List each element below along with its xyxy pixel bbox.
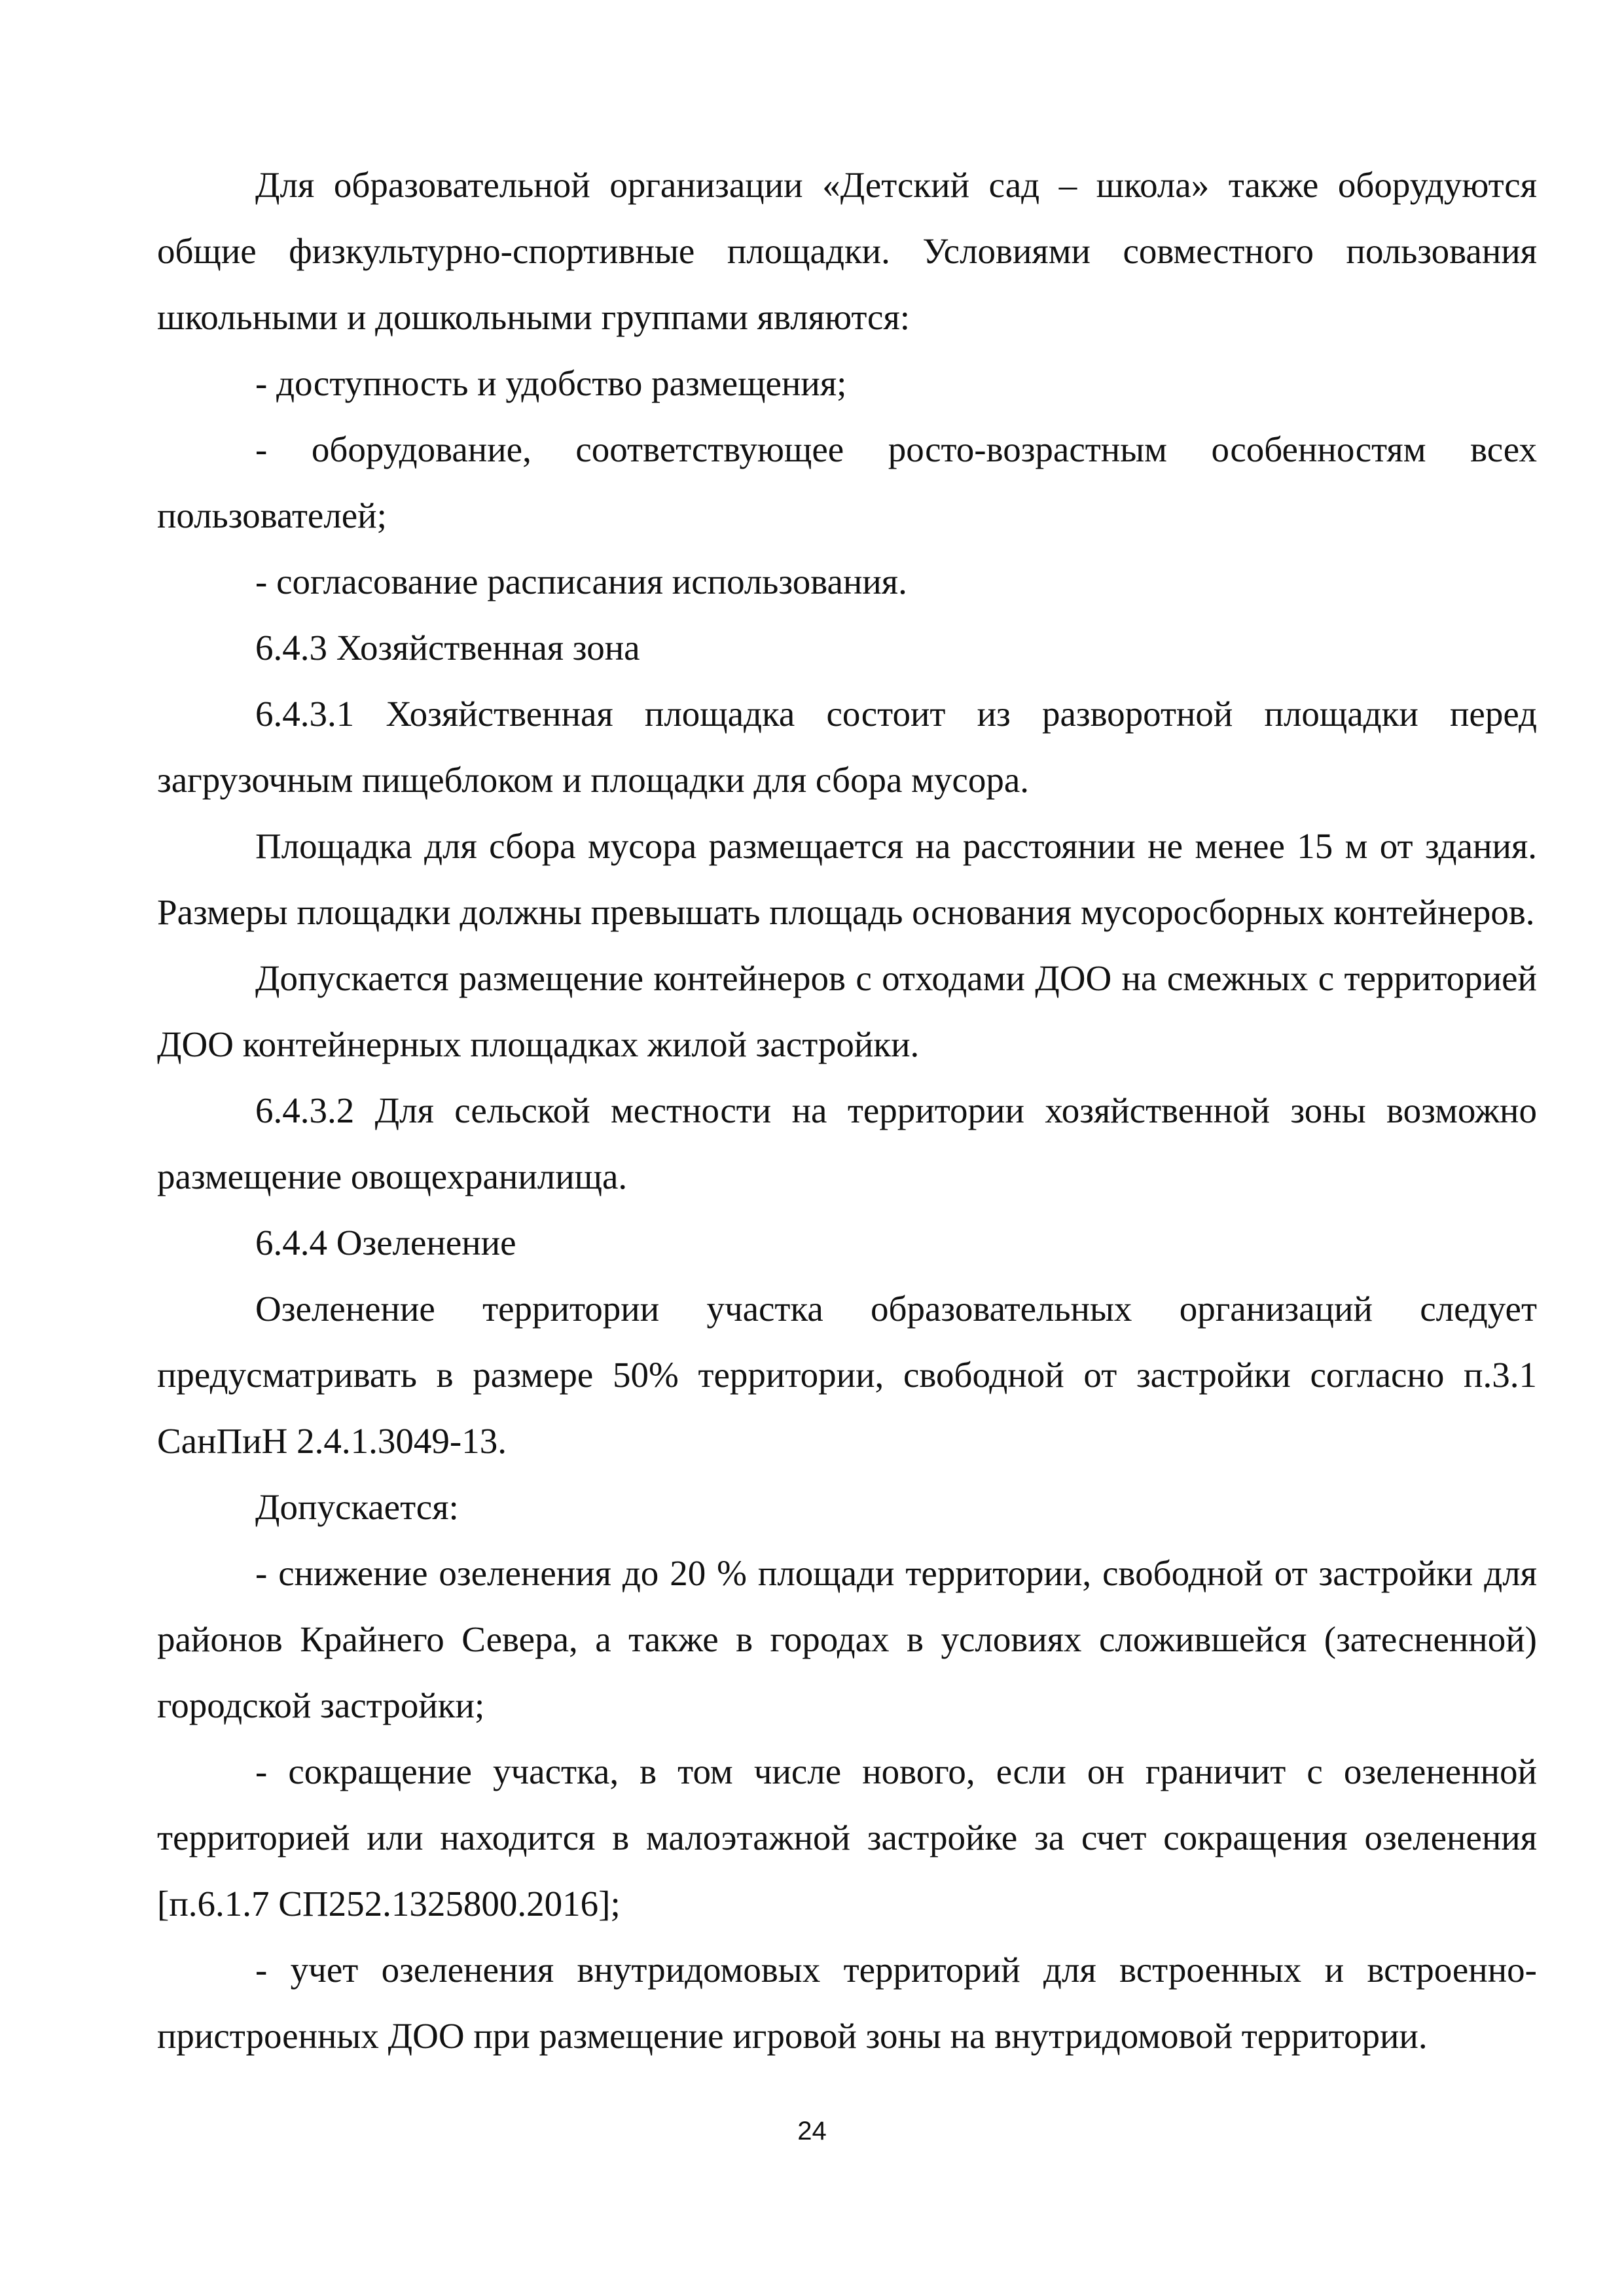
section-heading-6-4-3: 6.4.3 Хозяйственная зона [255, 628, 640, 668]
paragraph-allowed: Допускается: [255, 1487, 459, 1527]
paragraph-waste-area: Площадка для сбора мусора размещается на расстоянии не менее 15 м от здания. Размеры площадки должны превышать площадь основания мусоросборных контейнеров. [157, 826, 1537, 932]
paragraph-landscaping: Озеленение территории участка образовательных организаций следует предусматривать в размере 50% территории, свободной от застройки согласно п.3.1 СанПиН 2.4.1.3049-13. [157, 1289, 1537, 1461]
list-item-courtyard: - учет озеленения внутридомовых территорий для встроенных и встроенно-пристроенных ДОО при размещение игровой зоны на внутридомовой территории. [157, 1950, 1537, 2056]
paragraph-intro: Для образовательной организации «Детский сад – школа» также оборудуются общие физкультурно-спортивные площадки. Условиями совместного пользования школьными и дошкольными группами являются: [157, 165, 1537, 337]
section-heading-6-4-4: 6.4.4 Озеленение [255, 1223, 516, 1263]
paragraph-containers: Допускается размещение контейнеров с отходами ДОО на смежных с территорией ДОО контейнерных площадках жилой застройки. [157, 958, 1537, 1064]
list-item-site-reduction: - сокращение участка, в том числе нового, если он граничит с озелененной территорией или находится в малоэтажной застройке за счет сокращения озеленения [п.6.1.7 СП252.1325800.2016]; [157, 1751, 1537, 1924]
paragraph-6-4-3-1: 6.4.3.1 Хозяйственная площадка состоит из разворотной площадки перед загрузочным пищеблоком и площадки для сбора мусора. [157, 694, 1537, 800]
page-number: 24 [797, 2117, 827, 2145]
document-page [157, 152, 1537, 2069]
list-item-accessibility: - доступность и удобство размещения; [255, 363, 847, 403]
list-item-reduction: - снижение озеленения до 20 % площади территории, свободной от застройки для районов Крайнего Севера, а также в городах в условиях сложившейся (затесненной) городской застройки; [157, 1553, 1537, 1725]
list-item-equipment: - оборудование, соответствующее росто-возрастным особенностям всех пользователей; [157, 429, 1537, 535]
paragraph-6-4-3-2: 6.4.3.2 Для сельской местности на территории хозяйственной зоны возможно размещение овощехранилища. [157, 1090, 1537, 1196]
list-item-schedule: - согласование расписания использования. [255, 562, 907, 601]
